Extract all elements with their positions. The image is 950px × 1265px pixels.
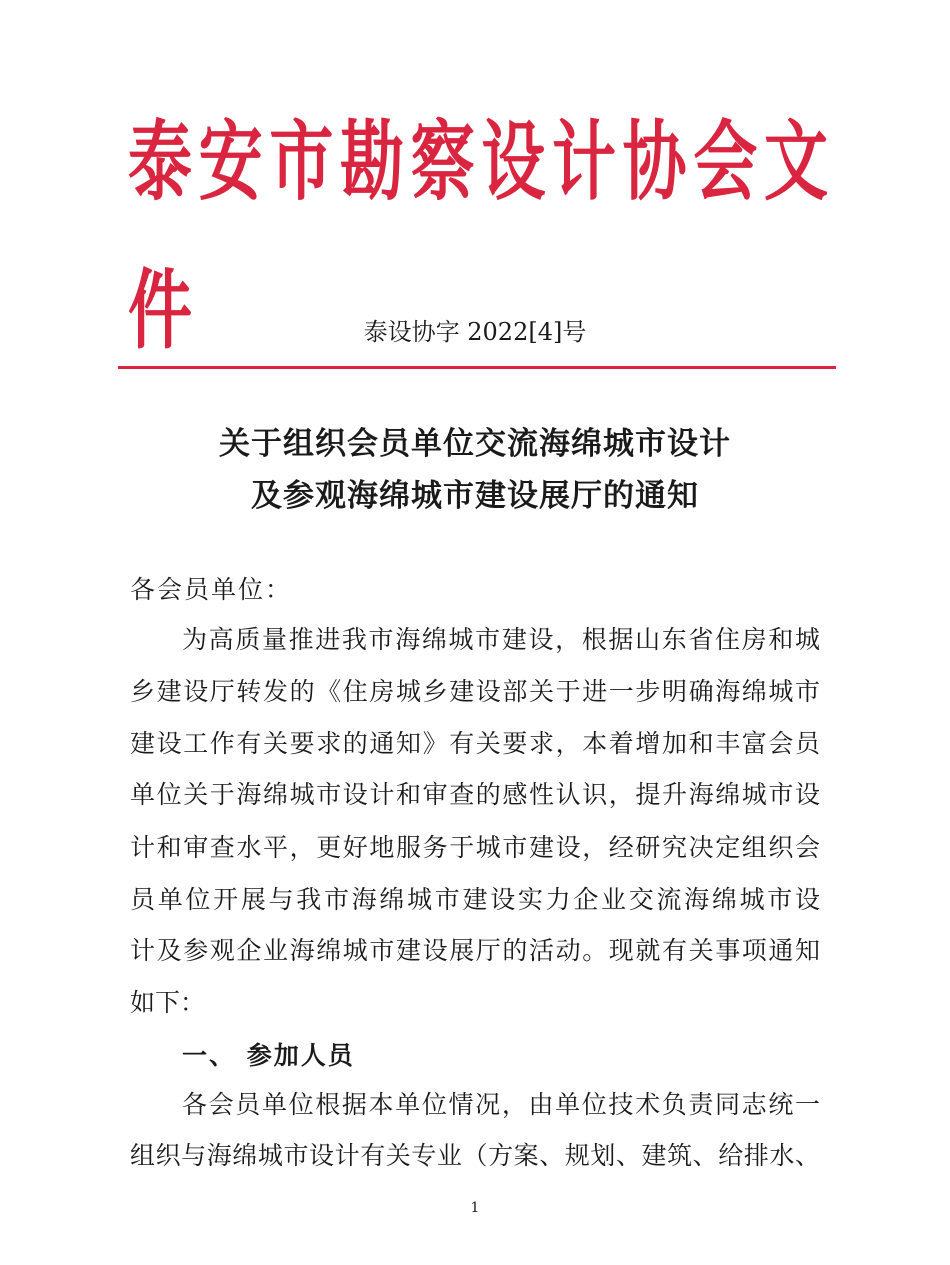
paragraph-line: 计及参观企业海绵城市建设展厅的活动。现就有关事项通知 (130, 936, 820, 965)
red-divider-line (118, 366, 836, 369)
paragraph-line: 乡建设厅转发的《住房城乡建设部关于进一步明确海绵城市 (130, 677, 820, 706)
document-title-line-1: 关于组织会员单位交流海绵城市设计 (219, 426, 731, 462)
salutation: 各会员单位： (130, 575, 293, 604)
issuing-organization-header: 泰安市勘察设计协会文件 (128, 113, 828, 362)
page-number: 1 (470, 1200, 480, 1216)
section-heading-participants: 一、 参加人员 (182, 1041, 355, 1070)
paragraph-line: 员单位开展与我市海绵城市建设实力企业交流海绵城市设 (130, 885, 820, 914)
paragraph-line: 各会员单位根据本单位情况，由单位技术负责同志统一 (182, 1090, 820, 1119)
paragraph-line: 建设工作有关要求的通知》有关要求，本着增加和丰富会员 (130, 729, 820, 758)
paragraph-line: 单位关于海绵城市设计和审查的感性认识，提升海绵城市设 (130, 780, 820, 809)
paragraph-line: 如下： (130, 988, 206, 1017)
document-title-line-2: 及参观海绵城市建设展厅的通知 (251, 478, 699, 514)
document-number: 泰设协字 2022[4]号 (363, 318, 587, 346)
paragraph-line: 为高质量推进我市海绵城市建设，根据山东省住房和城 (182, 625, 820, 654)
paragraph-line: 组织与海绵城市设计有关专业（方案、规划、建筑、给排水、 (130, 1141, 820, 1170)
paragraph-line: 计和审查水平，更好地服务于城市建设，经研究决定组织会 (130, 833, 820, 862)
